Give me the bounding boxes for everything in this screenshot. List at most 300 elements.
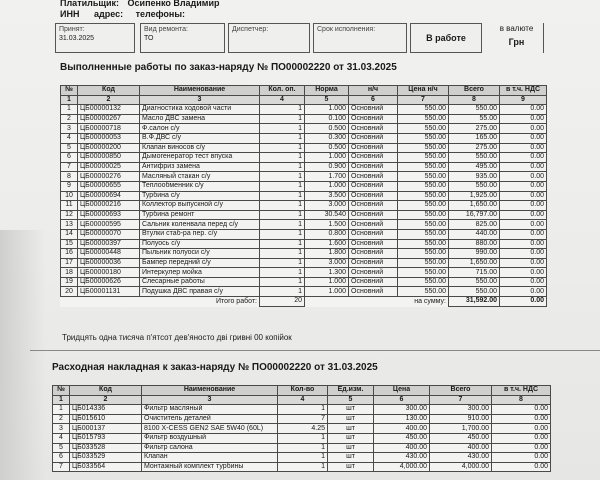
table-cell: 0.500 — [305, 143, 349, 153]
column-header: Ед.изм. — [328, 386, 374, 396]
table-row — [61, 105, 547, 115]
table-cell: 0.00 — [500, 239, 547, 249]
table-cell: 400.00 — [374, 424, 430, 434]
table-cell: 880.00 — [449, 239, 500, 249]
table-cell: 11 — [61, 201, 78, 211]
table-cell: ЦБ00000718 — [78, 124, 140, 134]
column-header: Кол-во — [278, 386, 328, 396]
column-header: Норма — [305, 86, 349, 96]
table-cell: 0.00 — [500, 105, 547, 115]
column-index: 7 — [398, 95, 449, 105]
table-cell: 450.00 — [374, 433, 430, 443]
table-cell: ЦБ015793 — [70, 433, 142, 443]
table-cell: ЦБ00000216 — [78, 201, 140, 211]
table-cell: 18 — [61, 268, 78, 278]
column-header: Код — [78, 86, 140, 96]
table-cell: 0.800 — [305, 229, 349, 239]
table-cell: 14 — [61, 229, 78, 239]
table-cell: 550.00 — [398, 287, 449, 297]
table-row — [61, 143, 547, 153]
table-cell: ЦБ00000448 — [78, 249, 140, 259]
table-cell: 0.00 — [500, 191, 547, 201]
column-index: 5 — [328, 395, 374, 405]
inn-label: ИНН — [60, 9, 80, 19]
table-cell: ЦБ033528 — [70, 443, 142, 453]
column-index: 8 — [492, 395, 551, 405]
column-index-row — [61, 95, 547, 105]
table-cell: 19 — [61, 277, 78, 287]
table-cell: ЦБ00000200 — [78, 143, 140, 153]
table-cell: Основний — [349, 258, 398, 268]
column-header: Всего — [430, 386, 492, 396]
table-cell: 1 — [260, 277, 305, 287]
column-index: 2 — [78, 95, 140, 105]
table-cell: ЦБ00000053 — [78, 133, 140, 143]
table-cell: Основний — [349, 133, 398, 143]
table-cell: 7 — [61, 162, 78, 172]
table-cell: 550.00 — [398, 249, 449, 259]
payer-label: Платильщик: — [60, 0, 120, 8]
payer-line — [60, 0, 220, 8]
table-cell: 1.800 — [305, 249, 349, 259]
table-cell: Основний — [349, 172, 398, 182]
table-cell: Дымогенератор тест впуска — [140, 153, 260, 163]
inn-line — [60, 9, 185, 19]
table-cell: 1.000 — [305, 153, 349, 163]
accepted-box — [55, 23, 135, 53]
table-cell: 1 — [260, 143, 305, 153]
totals-row — [61, 297, 547, 307]
table-cell: 0.00 — [500, 162, 547, 172]
table-cell: 0.00 — [500, 172, 547, 182]
column-header: Цена — [374, 386, 430, 396]
table-cell: 1 — [53, 405, 70, 415]
table-cell: 1 — [278, 453, 328, 463]
table-cell: 400.00 — [430, 443, 492, 453]
table-cell: Антифриз замена — [140, 162, 260, 172]
table-row — [61, 201, 547, 211]
table-cell: 1 — [260, 162, 305, 172]
column-index: 6 — [349, 95, 398, 105]
table-cell: 495.00 — [449, 162, 500, 172]
table-row — [61, 153, 547, 163]
table-cell: 550.00 — [398, 268, 449, 278]
table-cell: 550.00 — [398, 105, 449, 115]
table-row — [61, 124, 547, 134]
table-row — [53, 453, 551, 463]
table-row — [61, 229, 547, 239]
table-cell: 3.500 — [305, 191, 349, 201]
table-cell: 1 — [260, 105, 305, 115]
table-cell: 1 — [260, 249, 305, 259]
table-cell: шт — [328, 462, 374, 472]
table-cell: 1 — [260, 201, 305, 211]
table-cell: 550.00 — [398, 162, 449, 172]
table-cell: Турбина ремонт — [140, 210, 260, 220]
table-cell: 3.000 — [305, 258, 349, 268]
table-row — [61, 268, 547, 278]
table-cell: 0.00 — [492, 424, 551, 434]
table-cell: 550.00 — [398, 133, 449, 143]
sum-vat: 0.00 — [500, 297, 547, 307]
table-cell: 10 — [61, 191, 78, 201]
status-box: В работе — [410, 23, 482, 53]
table-cell: 0.00 — [500, 210, 547, 220]
table-cell: 1 — [260, 239, 305, 249]
table-cell: Клапан — [142, 453, 278, 463]
column-index: 3 — [140, 95, 260, 105]
table-cell: Подушка ДВС правая с/у — [140, 287, 260, 297]
table-cell: 1 — [278, 433, 328, 443]
table-cell: 3 — [61, 124, 78, 134]
column-header: в т.ч. НДС — [500, 86, 547, 96]
table-cell: 0.00 — [492, 405, 551, 415]
column-index: 3 — [142, 395, 278, 405]
table-cell: 0.00 — [500, 229, 547, 239]
page-shadow — [0, 230, 46, 480]
table-row — [61, 277, 547, 287]
table-cell: 1 — [278, 405, 328, 415]
column-header: Код — [70, 386, 142, 396]
header-row — [61, 86, 547, 96]
table-row — [53, 443, 551, 453]
table-cell: 1.000 — [305, 287, 349, 297]
table-cell: 450.00 — [430, 433, 492, 443]
table-cell: Слесарные работы — [140, 277, 260, 287]
column-index: 5 — [305, 95, 349, 105]
table-cell: 3 — [53, 424, 70, 434]
table-cell: ЦБ015610 — [70, 414, 142, 424]
table-cell: ЦБ00000693 — [78, 210, 140, 220]
table-cell: 165.00 — [449, 133, 500, 143]
table-cell: 55.00 — [449, 114, 500, 124]
table-cell: 130.00 — [374, 414, 430, 424]
table-row — [61, 287, 547, 297]
table-cell: 0.00 — [500, 133, 547, 143]
table-cell: 0.00 — [500, 287, 547, 297]
table-cell: 6 — [53, 453, 70, 463]
column-header: Наименование — [140, 86, 260, 96]
table-cell: 8100 X-CESS GEN2 SAE 5W40 (60L) — [142, 424, 278, 434]
table-cell: Пыльник полуоси с/у — [140, 249, 260, 259]
repair-type-value: ТО — [144, 35, 154, 42]
column-header: Кол. оп. — [260, 86, 305, 96]
table-cell: 1 — [260, 210, 305, 220]
table-cell: 550.00 — [398, 220, 449, 230]
table-row — [61, 191, 547, 201]
table-cell: 30.540 — [305, 210, 349, 220]
table-cell: Основний — [349, 210, 398, 220]
table-cell: 715.00 — [449, 268, 500, 278]
table-cell: Основний — [349, 114, 398, 124]
table-cell: ЦБ00000694 — [78, 191, 140, 201]
table-cell: 1.300 — [305, 268, 349, 278]
table-cell: 400.00 — [374, 443, 430, 453]
table-cell: 1.600 — [305, 239, 349, 249]
table-cell: 0.900 — [305, 162, 349, 172]
table-cell: 1 — [260, 124, 305, 134]
table-cell: 1,650.00 — [449, 201, 500, 211]
column-index: 4 — [260, 95, 305, 105]
table-cell: 13 — [61, 220, 78, 230]
table-cell: 1 — [260, 153, 305, 163]
table-cell: 550.00 — [398, 191, 449, 201]
table-cell: ЦБ00000850 — [78, 153, 140, 163]
table-cell: 1 — [260, 172, 305, 182]
table-cell: 4.25 — [278, 424, 328, 434]
table-cell: 1.500 — [305, 220, 349, 230]
blank-cell — [61, 297, 140, 307]
table-cell: 0.500 — [305, 124, 349, 134]
table-cell: 0.00 — [492, 453, 551, 463]
table-cell: 7 — [53, 462, 70, 472]
table-cell: 0.00 — [500, 181, 547, 191]
table-cell: ЦБ00000655 — [78, 181, 140, 191]
table-cell: 0.00 — [500, 114, 547, 124]
table-cell: 1 — [61, 105, 78, 115]
table-cell: Масляный стакан с/у — [140, 172, 260, 182]
table-cell: 550.00 — [398, 172, 449, 182]
table-cell: 0.00 — [500, 220, 547, 230]
table-cell: 4,000.00 — [430, 462, 492, 472]
table-row — [61, 133, 547, 143]
table-cell: Основний — [349, 249, 398, 259]
table-cell: шт — [328, 424, 374, 434]
table-row — [53, 424, 551, 434]
table-cell: Основний — [349, 124, 398, 134]
table-cell: 550.00 — [398, 229, 449, 239]
table-cell: Турбина с/у — [140, 191, 260, 201]
table-cell: 0.100 — [305, 114, 349, 124]
column-index: 7 — [430, 395, 492, 405]
table-cell: 0.00 — [492, 433, 551, 443]
table-cell: 550.00 — [449, 153, 500, 163]
table-cell: 2 — [61, 114, 78, 124]
table-cell: ЦБ00000267 — [78, 114, 140, 124]
table-cell: 430.00 — [430, 453, 492, 463]
table-row — [53, 462, 551, 472]
table-row — [61, 172, 547, 182]
total-ops: 20 — [260, 297, 305, 307]
table-cell: 8 — [61, 172, 78, 182]
table-cell: ЦБ033529 — [70, 453, 142, 463]
table-cell: Основний — [349, 277, 398, 287]
table-cell: Основний — [349, 287, 398, 297]
table-cell: 550.00 — [398, 153, 449, 163]
table-cell: ЦБ00000025 — [78, 162, 140, 172]
table-cell: Втулки стаб-ра пер. с/у — [140, 229, 260, 239]
works-title: Выполненные работы по заказ-наряду № ПО00002220 от 31.03.2025 — [60, 62, 397, 73]
table-cell: 1 — [260, 133, 305, 143]
header-row — [53, 386, 551, 396]
table-cell: 550.00 — [398, 277, 449, 287]
table-cell: 4,000.00 — [374, 462, 430, 472]
column-header: № — [61, 86, 78, 96]
table-cell: ЦБ00000036 — [78, 258, 140, 268]
table-cell: Фильтр салона — [142, 443, 278, 453]
section-divider — [30, 350, 600, 351]
table-cell: 550.00 — [449, 287, 500, 297]
table-cell: Монтажный комплект турбины — [142, 462, 278, 472]
table-cell: 1 — [260, 114, 305, 124]
blank-cell — [305, 297, 398, 307]
table-cell: шт — [328, 414, 374, 424]
column-index: 6 — [374, 395, 430, 405]
column-header: № — [53, 386, 70, 396]
column-header: в т.ч. НДС — [492, 386, 551, 396]
table-cell: 0.300 — [305, 133, 349, 143]
table-cell: 550.00 — [398, 210, 449, 220]
table-cell: Интеркулер мойка — [140, 268, 260, 278]
table-cell: 0.00 — [500, 258, 547, 268]
table-cell: ЦБ00000595 — [78, 220, 140, 230]
table-cell: ЦБ00001131 — [78, 287, 140, 297]
table-cell: 275.00 — [449, 143, 500, 153]
dispatcher-label: Диспетчер: — [232, 26, 269, 33]
table-cell: 1.000 — [305, 277, 349, 287]
sum-in-words: Тридцять одна тисяча п'ятсот дев'яносто дві гривні 00 копійок — [62, 333, 292, 342]
table-cell: 1 — [278, 462, 328, 472]
table-cell: 0.00 — [500, 277, 547, 287]
table-cell: Основний — [349, 162, 398, 172]
column-index: 9 — [500, 95, 547, 105]
phones-label: телефоны: — [135, 9, 185, 19]
table-cell: 6 — [61, 153, 78, 163]
table-cell: 0.00 — [500, 124, 547, 134]
table-cell: 1 — [260, 229, 305, 239]
currency-value: Грн — [508, 37, 525, 47]
repair-type-label: Вид ремонта: — [144, 26, 188, 33]
table-cell: 550.00 — [449, 181, 500, 191]
table-cell: Основний — [349, 143, 398, 153]
dispatcher-box — [228, 23, 310, 53]
accepted-value: 31.03.2025 — [59, 35, 95, 42]
table-cell: 0.00 — [500, 268, 547, 278]
table-cell: ЦБ00000276 — [78, 172, 140, 182]
column-index: 1 — [61, 95, 78, 105]
table-row — [61, 249, 547, 259]
table-cell: В.Ф.ДВС с/у — [140, 133, 260, 143]
accepted-label: Принят: — [59, 26, 85, 33]
table-row — [53, 433, 551, 443]
works-table — [60, 85, 547, 307]
table-cell: 550.00 — [398, 114, 449, 124]
repair-type-box — [140, 23, 225, 53]
table-cell: Теплообменник с/у — [140, 181, 260, 191]
table-cell: 0.00 — [492, 462, 551, 472]
table-cell: 1 — [260, 258, 305, 268]
table-cell: Основний — [349, 229, 398, 239]
table-cell: ЦБ00000626 — [78, 277, 140, 287]
table-row — [61, 162, 547, 172]
table-cell: 0.00 — [500, 249, 547, 259]
table-row — [61, 258, 547, 268]
table-cell: 0.00 — [500, 153, 547, 163]
table-cell: 910.00 — [430, 414, 492, 424]
payer-name: Осипенко Владимир — [127, 0, 220, 8]
table-cell: Сальник коленвала перед с/у — [140, 220, 260, 230]
table-cell: 550.00 — [449, 277, 500, 287]
table-row — [61, 181, 547, 191]
table-cell: 12 — [61, 210, 78, 220]
table-cell: Основний — [349, 191, 398, 201]
table-cell: 17 — [61, 258, 78, 268]
table-cell: 5 — [61, 143, 78, 153]
table-cell: 1.000 — [305, 181, 349, 191]
column-header: Наименование — [142, 386, 278, 396]
deadline-box — [313, 23, 407, 53]
table-cell: ЦБ014336 — [70, 405, 142, 415]
table-cell: Основний — [349, 220, 398, 230]
table-cell: Основний — [349, 153, 398, 163]
table-cell: 550.00 — [398, 124, 449, 134]
table-cell: Фильтр масляный — [142, 405, 278, 415]
table-cell: Бампер передний с/у — [140, 258, 260, 268]
table-cell: 15 — [61, 239, 78, 249]
table-cell: Коллектор выпускной с/у — [140, 201, 260, 211]
table-cell: 2 — [53, 414, 70, 424]
table-cell: 1 — [278, 443, 328, 453]
table-cell: Ф.салон с/у — [140, 124, 260, 134]
table-cell: 4 — [61, 133, 78, 143]
table-cell: 0.00 — [492, 414, 551, 424]
sum-label: на сумму: — [414, 297, 446, 305]
table-cell: шт — [328, 405, 374, 415]
table-cell: 550.00 — [398, 201, 449, 211]
currency-box — [490, 23, 544, 53]
table-cell: 4 — [53, 433, 70, 443]
sum-total: 31,592.00 — [449, 297, 500, 307]
table-cell: 825.00 — [449, 220, 500, 230]
column-index: 4 — [278, 395, 328, 405]
table-cell: 550.00 — [449, 105, 500, 115]
table-cell: 9 — [61, 181, 78, 191]
column-index-row — [53, 395, 551, 405]
table-cell: ЦБ00000070 — [78, 229, 140, 239]
materials-title: Расходная накладная к заказ-наряду № ПО00002220 от 31.03.2025 — [52, 362, 378, 373]
table-cell: Основний — [349, 201, 398, 211]
table-cell: 1 — [260, 181, 305, 191]
table-cell: шт — [328, 453, 374, 463]
table-cell: 16 — [61, 249, 78, 259]
table-row — [61, 114, 547, 124]
deadline-label: Срок исполнения: — [317, 26, 376, 33]
table-row — [61, 239, 547, 249]
table-cell: Масло ДВС замена — [140, 114, 260, 124]
table-cell: 1.700 — [305, 172, 349, 182]
table-row — [61, 210, 547, 220]
table-cell: 0.00 — [492, 443, 551, 453]
table-cell: 1,700.00 — [430, 424, 492, 434]
table-row — [61, 220, 547, 230]
table-cell: ЦБ00000180 — [78, 268, 140, 278]
column-header: Цена н/ч — [398, 86, 449, 96]
table-cell: 440.00 — [449, 229, 500, 239]
table-cell: шт — [328, 433, 374, 443]
table-cell: Основний — [349, 239, 398, 249]
table-cell: ЦБ00000132 — [78, 105, 140, 115]
table-cell: 990.00 — [449, 249, 500, 259]
table-cell: 5 — [53, 443, 70, 453]
table-cell: 550.00 — [398, 143, 449, 153]
table-cell: ЦБ000137 — [70, 424, 142, 434]
table-cell: 300.00 — [374, 405, 430, 415]
table-cell: 7 — [278, 414, 328, 424]
table-cell: 16,797.00 — [449, 210, 500, 220]
column-index: 2 — [70, 395, 142, 405]
column-header: н/ч — [349, 86, 398, 96]
column-index: 8 — [449, 95, 500, 105]
